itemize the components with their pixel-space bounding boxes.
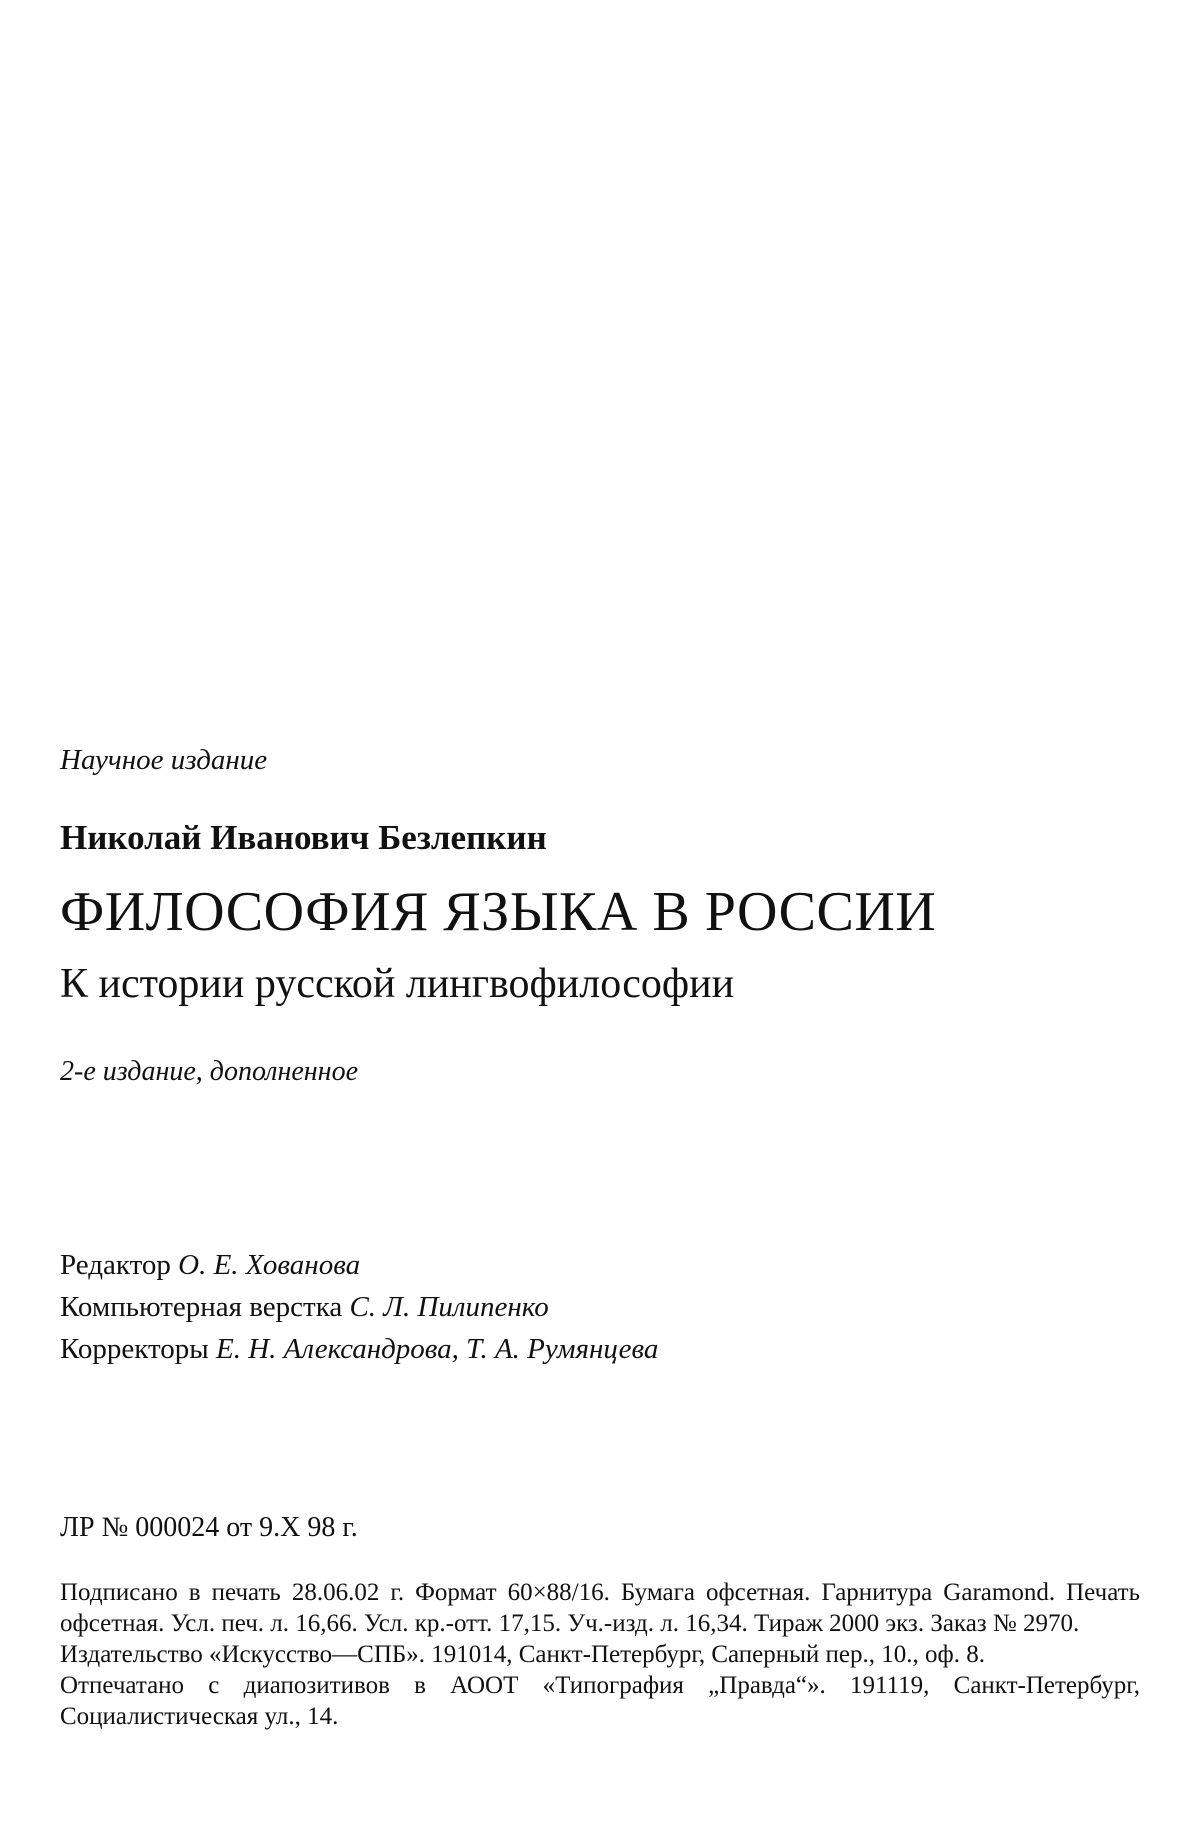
credit-person: С. Л. Пилипенко <box>349 1291 549 1323</box>
edition-note: 2-е издание, дополненное <box>60 1056 358 1087</box>
book-title: ФИЛОСОФИЯ ЯЗЫКА В РОССИИ <box>60 881 937 943</box>
book-subtitle: К истории русской лингвофилософии <box>60 961 735 1007</box>
credit-role: Корректоры <box>60 1333 209 1365</box>
imprint-printer: Отпечатано с диапозитивов в АООТ «Типография „Правда“». 191119, Санкт-Петербург, Социалистическая ул., 14. <box>60 1672 1140 1730</box>
author-name: Николай Иванович Безлепкин <box>60 818 547 857</box>
credit-proofreaders <box>60 1328 1140 1370</box>
credit-person: О. Е. Хованова <box>178 1249 361 1281</box>
credit-layout <box>60 1286 1140 1328</box>
credit-editor <box>60 1244 1140 1286</box>
imprint-publisher: Издательство «Искусство—СПБ». 191014, Санкт-Петербург, Саперный пер., 10., оф. 8. <box>60 1641 985 1668</box>
imprint-block <box>60 1577 1140 1732</box>
license-number: ЛР № 000024 от 9.Х 98 г. <box>60 1512 358 1543</box>
credit-role: Редактор <box>60 1249 171 1281</box>
credit-role: Компьютерная верстка <box>60 1291 343 1323</box>
imprint-print-details: Подписано в печать 28.06.02 г. Формат 60×88/16. Бумага офсетная. Гарнитура Garamond. Печать офсетная. Усл. печ. л. 16,66. Усл. кр.-отт. 17,15. Уч.-изд. л. 16,34. Тираж 2000 экз. Заказ № 2970. <box>60 1579 1140 1637</box>
credit-person: Е. Н. Александрова, Т. А. Румянцева <box>216 1333 659 1365</box>
credits-list <box>60 1244 1140 1370</box>
publication-type: Научное издание <box>60 744 268 776</box>
